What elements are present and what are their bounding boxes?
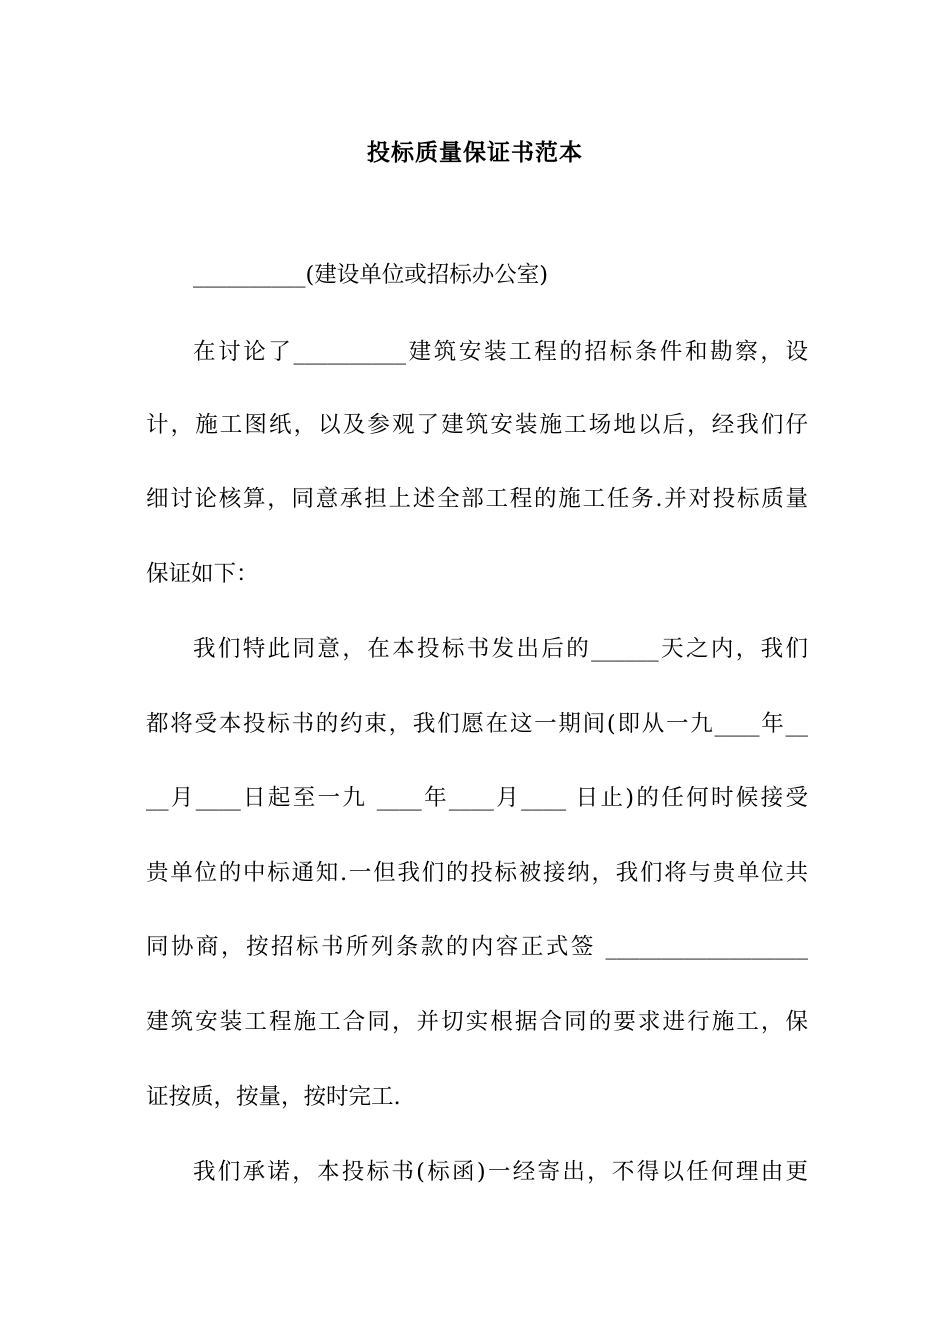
paragraph-line: 计，施工图纸，以及参观了建筑安装施工场地以后，经我们仔 [146, 412, 808, 438]
paragraph-line: 贵单位的中标通知.一但我们的投标被接纳，我们将与贵单位共 [146, 860, 808, 886]
paragraph-line: 我们特此同意，在本投标书发出后的______天之内，我们 [193, 636, 808, 662]
paragraph-line: 细讨论核算，同意承担上述全部工程的施工任务.并对投标质量 [146, 486, 808, 512]
paragraph-line: 证按质，按量，按时完工. [146, 1084, 401, 1110]
addressee-line: __________(建设单位或招标办公室) [193, 262, 549, 288]
paragraph-line: 保证如下： [146, 561, 259, 587]
paragraph-line: __月____日起至一九 ____年____月____ 日止)的任何时候接受 [146, 785, 808, 811]
paragraph-line: 都将受本投标书的约束，我们愿在这一期间(即从一九____年__ [146, 711, 808, 737]
paragraph-line: 同协商，按招标书所列条款的内容正式签 __________________ [146, 934, 808, 960]
paragraph-line: 在讨论了__________建筑安装工程的招标条件和勘察，设 [193, 339, 808, 365]
document-title: 投标质量保证书范本 [367, 139, 583, 166]
paragraph-line: 我们承诺，本投标书(标函)一经寄出，不得以任何理由更 [193, 1159, 808, 1185]
paragraph-line: 建筑安装工程施工合同，并切实根据合同的要求进行施工，保 [146, 1009, 808, 1035]
